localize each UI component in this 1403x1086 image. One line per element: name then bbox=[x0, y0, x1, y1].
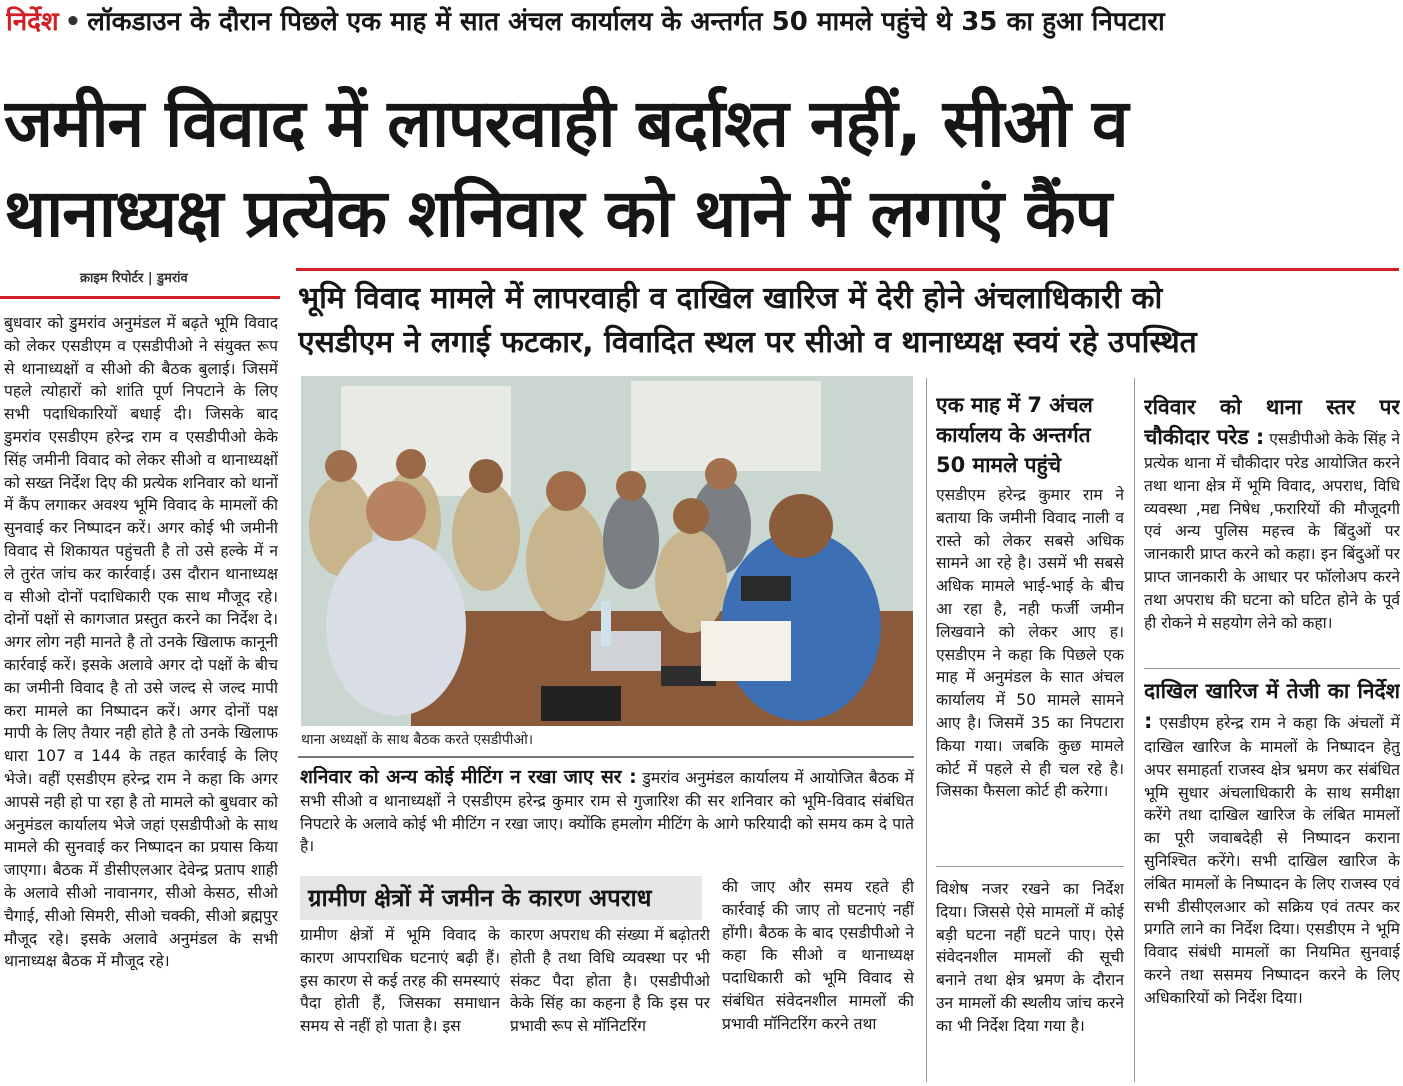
right-text-1: एसडीपीओ केके सिंह ने प्रत्येक थाना में चौकीदार परेड आयोजित करने तथा थाना क्षेत्र में भूमि विवाद, अपराध, विधि व्यवस्था ,मद्य निषेध ,फरारियों की मौजूदगी एवं अन्य पुलिस महत्त्व के बिंदुओं पर जानकारी प्राप्त करने को कहा। इन बिंदुओं पर प्राप्त जानकारी के आधार पर फॉलोअप करने तथा अपराध की घटना को घटित होने के पूर्व ही रोकने मे सहयोग लेने को कहा। bbox=[1144, 430, 1400, 632]
right-side-story-2 bbox=[1144, 676, 1400, 1082]
right-side-story-1 bbox=[1144, 392, 1400, 664]
crime-box-col-3: की जाए और समय रहते ही कार्रवाई की जाए तो घटनाएं नहीं होंगी। बैठक के बाद एसडीपीओ ने कहा कि सीओ व थानाध्यक्ष पदाधिकारी को भूमि विवाद से संबंधित संवेदनशील मामलों की प्रभावी मॉनिटरिंग करने तथा bbox=[722, 878, 914, 1033]
middle-side-text: एसडीएम हरेन्द्र कुमार राम ने बताया कि जमीनी विवाद नाली व रास्ते को लेकर सबसे अधिक सामने आ रहे है। उसमें भी सबसे अधिक मामले भाई-भाई के बीच आ रहा है, नही फर्जी जमीन लिखवाने को लेकर आए ह। एसडीएम ने कहा कि पिछले एक माह में अनुमंडल के सात अंचल कार्यालय में 50 मामले सामने आए है। जिसमें 35 का निपटारा किया गया। जबकि कुछ मामले कोर्ट में पहले से ही चल रहे है। जिसका फैसला कोर्ट ही करेगा। bbox=[936, 486, 1124, 801]
middle-side-rule bbox=[936, 866, 1124, 867]
kicker-text: लॉकडाउन के दौरान पिछले एक माह में सात अंचल कार्यालय के अन्तर्गत 50 मामले पहुंचे थे 35 का हुआ निपटारा bbox=[87, 7, 1165, 37]
saturday-text: डुमरांव अनुमंडल कार्यालय में आयोजित बैठक में सभी सीओ व थानाध्यक्षों ने एसडीएम हरेन्द्र कुमार राम से गुजारिश की सर शनिवार को भूमि-विवाद संबंधित निपटारे के अलावे कोई भी मीटिंग न रखा जाए। क्योंकि हमलोग मीटिंग के आगे फरियादी को समय कम दे पाते है। bbox=[300, 769, 914, 856]
kicker-bullet: • bbox=[64, 7, 82, 37]
caption-rule bbox=[298, 756, 914, 758]
deck-line-1: भूमि विवाद मामले में लापरवाही व दाखिल खारिज में देरी होने अंचलाधिकारी को bbox=[298, 281, 1163, 316]
middle-side-story bbox=[936, 390, 1124, 860]
photo-caption: थाना अध्यक्षों के साथ बैठक करते एसडीपीओ। bbox=[301, 732, 534, 748]
right-heading-1: रविवार को थाना स्तर पर चौकीदार परेड : bbox=[1144, 395, 1400, 449]
saturday-heading: शनिवार को अन्य कोई मीटिंग न रखा जाए सर : bbox=[300, 766, 637, 788]
byline-rule bbox=[0, 296, 280, 299]
crime-box-title: ग्रामीण क्षेत्रों में जमीन के कारण अपराध bbox=[300, 876, 702, 920]
meeting-photo bbox=[301, 376, 913, 726]
middle-side-heading: एक माह में 7 अंचल कार्यालय के अन्तर्गत 50 मामले पहुंचे bbox=[936, 393, 1093, 477]
left-column-text: बुधवार को डुमरांव अनुमंडल में बढ़ते भूमि विवाद को लेकर एसडीएम व एसडीपीओ ने संयुक्त रूप से थानाध्यक्षों व सीओ की बैठक बुलाई। जिसमें पहले त्योहारों को शांति पूर्ण निपटाने के लिए सभी पदाधिकारियों बधाई दी। जिसके बाद डुमरांव एसडीएम हरेन्द्र राम व एसडीपीओ केके सिंह जमीनी विवाद को लेकर सीओ व थानाध्यक्षों को सख्त निर्देश दिए की प्रत्येक शनिवार को थानों में कैंप लगाकर अवश्य भूमि विवाद के मामलों की सुनवाई कर निष्पादन करें। अगर कोई भी जमीनी विवाद से शिकायत पहुंचती है तो उसे हल्के में न ले तुरंत जांच कर कार्रवाई। उस दौरान थानाध्यक्ष व सीओ दोनों पदाधिकारी एक साथ मौजूद रहे। दोनों पक्षों से कागजात प्रस्तुत करने का निर्देश दे। अगर लोग नही मानते है तो उनके खिलाफ कानूनी कार्रवाई करें। इसके अलावे अगर दो पक्षों के बीच का जमीनी विवाद है तो उसे जल्द से जल्द मापी करा मामले का निष्पादन करें। अगर दोनों पक्ष मापी के लिए तैयार नही होते है तो उनके खिलाफ धारा 107 व 144 के तहत कार्रवाई के लिए भेजे। वहीं एसडीएम हरेन्द्र राम ने कहा कि अगर आपसे नही हो पा रहा है तो मामले को बुधवार को अनुमंडल कार्यालय भेजे जहां एसडीपीओ के साथ मामले की सुनवाई कर निष्पादन का प्रयास किया जाएगा। बैठक में डीसीएलआर देवेन्द्र प्रताप शाही के अलावे सीओ नावानगर, सीओ केसठ, सीओ चैगाई, सीओ सिमरी, सीओ चक्की, सीओ ब्रह्मपुर मौजूद रहे। इसके अलावे अनुमंडल के सभी थानाध्यक्ष बैठक में मौजूद रहे। bbox=[4, 314, 278, 971]
byline: क्राइम रिपोर्टर | डुमरांव bbox=[80, 271, 188, 286]
right-side-rule bbox=[1144, 668, 1400, 669]
deck-rule bbox=[296, 268, 1399, 271]
headline-line-1: जमीन विवाद में लापरवाही बर्दाश्त नहीं, सीओ व bbox=[4, 85, 1128, 162]
kicker-line bbox=[6, 4, 1398, 40]
right-heading-2: दाखिल खारिज में तेजी का निर्देश : bbox=[1144, 679, 1400, 733]
middle-side-bottom-text: विशेष नजर रखने का निर्देश दिया। जिससे ऐसे मामलों में कोई बड़ी घटना नहीं घटने पाए। ऐसे संवेदनशील मामलों की सूची बनाने तथा क्षेत्र भ्रमण के दौरान उन मामलों की स्थलीय जांच करने का भी निर्देश दिया गया है। bbox=[936, 880, 1124, 1035]
deck-line-2: एसडीएम ने लगाई फटकार, विवादित स्थल पर सीओ व थानाध्यक्ष स्वयं रहे उपस्थित bbox=[298, 325, 1197, 360]
saturday-section bbox=[300, 766, 914, 866]
column-divider bbox=[1134, 378, 1135, 1082]
crime-box-col-1: ग्रामीण क्षेत्रों में भूमि विवाद के कारण आपराधिक घटनाएं बढ़ी हैं। इस कारण से कई तरह की समस्याएं पैदा होती हैं, जिसका समाधान समय से नहीं हो पाता है। इस bbox=[300, 926, 500, 1036]
headline-line-2: थानाध्यक्ष प्रत्येक शनिवार को थाने में लगाएं कैंप bbox=[4, 175, 1112, 252]
meeting-photo-illustration bbox=[301, 376, 913, 726]
column-divider bbox=[926, 378, 927, 1082]
crime-box-col-2: कारण अपराध की संख्या में बढ़ोतरी होती है तथा विधि व्यवस्था पर भी संकट पैदा होता है। एसडीपीओ केके सिंह का कहना है कि इस पर प्रभावी रूप से मॉनिटरिंग bbox=[510, 926, 710, 1036]
right-text-2: एसडीएम हरेन्द्र राम ने कहा कि अंचलों में दाखिल खारिज के मामलों के निष्पादन हेतु अपर समाहर्ता राजस्व क्षेत्र भ्रमण कर संबंधित भूमि सुधार अंचलाधिकारी के साथ समीक्षा करेंगे तथा दाखिल खारिज के लंबित मामलों का पूरी जवाबदेही से निष्पादन कराना सुनिश्चित करेंगे। सभी दाखिल खारिज के लंबित मामलों के निष्पादन के लिए राजस्व एवं सभी डीसीएलआर को सक्रिय एवं तत्पर कर प्रगति लाने का निर्देश दिया। एसडीएम ने भूमि विवाद संबंधी मामलों का नियमित सुनवाई करने तथा ससमय निष्पादन करने के लिए अधिकारियों को निर्देश दिया। bbox=[1144, 714, 1400, 1007]
kicker-tag: निर्देश bbox=[6, 7, 59, 37]
